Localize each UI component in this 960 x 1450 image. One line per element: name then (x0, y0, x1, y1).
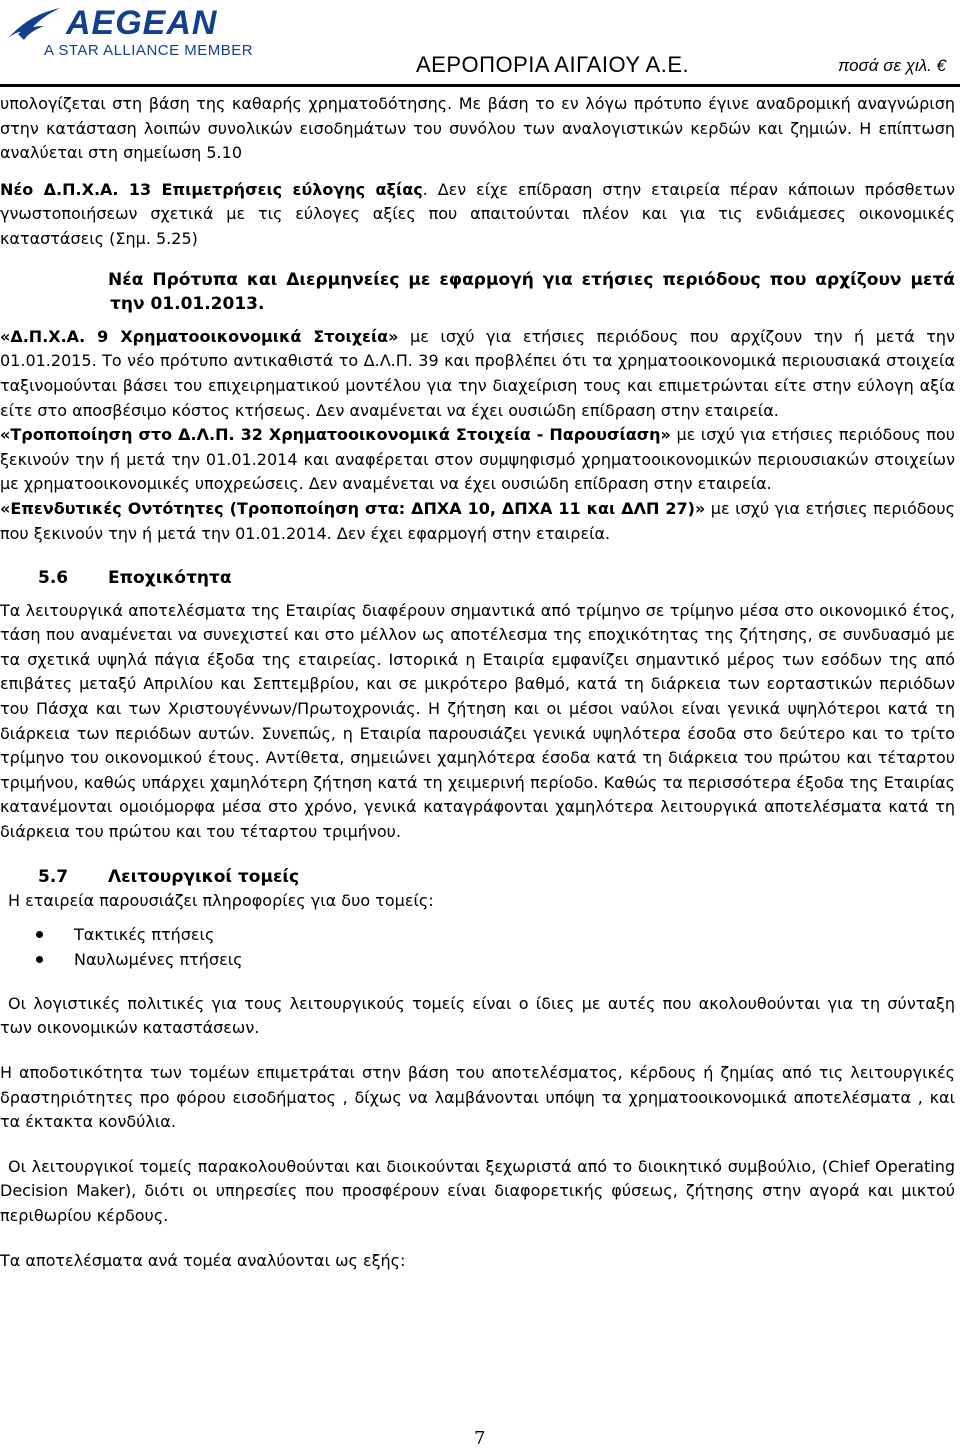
section-title: Εποχικότητα (108, 568, 232, 589)
header-rule (0, 84, 960, 87)
section-5-5-heading (0, 268, 955, 317)
page-header (0, 0, 960, 80)
list-item: Τακτικές πτήσεις (0, 922, 955, 947)
paragraph-profitability: Η αποδοτικότητα των τομέων επιμετράται στην βάση του αποτελέσματος, κέρδους ή ζημίας από τις λειτουργικές δραστηριότητες προ φόρου εισοδήματος , δίχως να λαμβάνονται υπόψη τα χρηματοοικονομικά αποτελέσματα , και τα έκτακτα κονδύλια. (0, 1063, 955, 1132)
list-item: Ναυλωμένες πτήσεις (0, 947, 955, 972)
logo-tagline: A STAR ALLIANCE MEMBER (44, 42, 254, 59)
section-number: 5.6 (38, 568, 69, 589)
paragraph-ias32 (0, 423, 955, 497)
section-5-7-heading (0, 865, 955, 890)
ifrs9-title: «Δ.Π.Χ.Α. 9 Χρηματοοικονομικά Στοιχεία» (0, 326, 399, 346)
segments-list (0, 922, 955, 972)
bird-icon (4, 4, 64, 44)
document-body (0, 92, 955, 1273)
section-number (38, 268, 108, 293)
segments-intro: Η εταιρεία παρουσιάζει πληροφορίες για δυο τομείς: (8, 891, 434, 911)
amounts-note: ποσά σε χιλ. € (837, 56, 946, 75)
company-name: ΑΕΡΟΠΟΡΙΑ ΑΙΓΑΙΟΥ Α.Ε. (416, 52, 690, 77)
paragraph-management: Οι λειτουργικοί τομείς παρακολουθούνται και διοικούνται ξεχωριστά από το διοικητικό συμβούλιο, (Chief Operating Decision Maker), διότι οι υπηρεσίες που προσφέρουν είναι διαφορετικής φύσεως, ζήτησης στην αγορά και μικτού περιθωρίου κέρδους. (0, 1156, 955, 1225)
paragraph-ifrs9 (0, 325, 955, 423)
section-title: Νέα Πρότυπα και Διερμηνείες με εφαρμογή για ετήσιες περιόδους που αρχίζουν μετά την 01.01.2013. (108, 269, 955, 315)
ias32-title: «Τροποποίηση στο Δ.Λ.Π. 32 Χρηματοοικονομικά Στοιχεία - Παρουσίαση» (0, 425, 671, 445)
invest-text: με ισχύ για ετήσιες περιόδους που ξεκινούν την ή μετά την 01.01.2014. Δεν έχει εφαρμογή στην εταιρεία. (0, 498, 955, 543)
paragraph-ifrs13 (0, 178, 955, 252)
aegean-logo (4, 2, 264, 64)
paragraph-policies: Οι λογιστικές πολιτικές για τους λειτουργικούς τομείς είναι ο ίδιες με αυτές που ακολουθούνται για τη σύνταξη των οικονομικών καταστάσεων. (0, 993, 955, 1038)
bullet-icon (36, 931, 43, 938)
section-5-6-heading (0, 566, 955, 591)
ifrs13-text: . Δεν είχε επίδραση στην εταιρεία πέραν κάποιων πρόσθετων γνωστοποιήσεων σχετικά με τις εύλογες αξίες που απαιτούνται πλέον και για τις ενδιάμεσες οικονομικές καταστάσεις (Σημ. 5.25) (0, 179, 956, 248)
bullet-icon (36, 956, 43, 963)
ifrs9-text: με ισχύ για ετήσιες περιόδους που αρχίζουν την ή μετά την 01.01.2015. Το νέο πρότυπο αντικαθιστά το Δ.Λ.Π. 39 και προβλέπει ότι τα χρηματοοικονομικά περιουσιακά στοιχεία ταξινομούνται βάσει του επιχειρηματικού μοντέλου για την διαχείριση τους και επιμετρώνται είτε στην εύλογη αξία είτε στο αποσβέσιμο κόστος κτήσεως. Δεν αναμένεται να έχει ουσιώδη επίδραση στην εταιρεία. (0, 326, 955, 420)
ias32-text: με ισχύ για ετήσιες περιόδους που ξεκινούν την ή μετά την 01.01.2014 και αναφέρεται στον συμψηφισμό χρηματοοικονομικών περιουσιακών στοιχείων με χρηματοοικονομικές υποχρεώσεις. Δεν αναμένεται να έχει ουσιώδη επίδραση στην εταιρεία. (0, 425, 956, 494)
paragraph-results-intro: Τα αποτελέσματα ανά τομέα αναλύονται ως εξής: (0, 1250, 406, 1270)
page-number: 7 (474, 1428, 486, 1449)
section-title: Λειτουργικοί τομείς (108, 866, 300, 887)
paragraph-investment-entities (0, 497, 955, 546)
paragraph-intro: υπολογίζεται στη βάση της καθαρής χρηματοδότησης. Με βάση το εν λόγω πρότυπο έγινε αναδρομική αναγνώριση στην κατάσταση λοιπών συνολικών εισοδημάτων του συνόλου των αναλογιστικών κερδών και ζημιών. Η επίπτωση αναλύεται στη σημείωση 5.10 (0, 94, 955, 163)
section-number: 5.7 (38, 866, 69, 887)
logo-wordmark: AEGEAN (66, 4, 218, 42)
paragraph-seasonality: Τα λειτουργικά αποτελέσματα της Εταιρίας διαφέρουν σημαντικά από τρίμηνο σε τρίμηνο μέσα στο οικονομικό έτος, τάση που αναμένεται να συνεχιστεί και στο μέλλον ως αποτέλεσμα της εποχικότητας της ζήτησης, σε συνδυασμό με τα σχετικά υψηλά πάγια έξοδα της εταιρείας. Ιστορικά η Εταιρία εμφανίζει σημαντικό μέρος των εσόδων της από επιβάτες μεταξύ Απριλίου και Σεπτεμβρίου, και σε μικρότερο βαθμό, κατά τη διάρκεια των εορταστικών περιόδων του Πάσχα και των Χριστουγέννων/Πρωτοχρονιάς. Η ζήτηση και οι μέσοι ναύλοι είναι γενικά υψηλότεροι κατά τη διάρκεια των περιόδων αυτών. Συνεπώς, η Εταιρία παρουσιάζει γενικά υψηλότερα έσοδα στο δεύτερο και το τρίτο τρίμηνο του οικονομικού έτους. Αντίθετα, σημειώνει χαμηλότερα έσοδα κατά τη διάρκεια του πρώτου και τέταρτου τριμήνου, καθώς υπάρχει χαμηλότερη ζήτηση κατά τη χειμερινή περίοδο. Καθώς τα περισσότερα έξοδα της Εταιρίας κατανέμονται ομοιόμορφα μέσα στο χρόνο, γενικά καταγράφονται χαμηλότερα λειτουργικά αποτελέσματα κατά τη διάρκεια του πρώτου και του τέταρτου τριμήνου. (0, 600, 955, 842)
invest-title: «Επενδυτικές Οντότητες (Τροποποίηση στα: ΔΠΧΑ 10, ΔΠΧΑ 11 και ΔΛΠ 27)» (0, 498, 706, 518)
ifrs13-title: Νέο Δ.Π.Χ.Α. 13 Επιμετρήσεις εύλογης αξίας (0, 179, 423, 199)
